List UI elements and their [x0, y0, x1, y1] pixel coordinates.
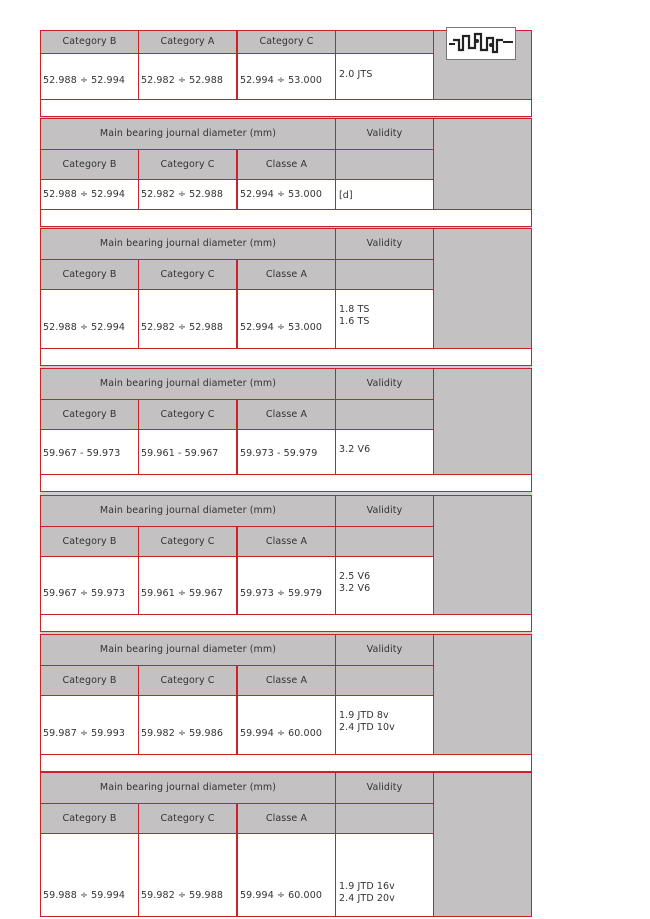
- validity-line: 1.6 TS: [339, 316, 370, 327]
- validity-empty-cell: [335, 259, 434, 290]
- category-header-1: Category B: [40, 665, 139, 696]
- image-column: [433, 118, 532, 210]
- category-header-1: Category B: [40, 30, 139, 54]
- diameter-header: Main bearing journal diameter (mm): [40, 772, 336, 804]
- validity-header: Validity: [335, 118, 434, 150]
- validity-cell: [335, 289, 434, 349]
- category-header-1: Category B: [40, 526, 139, 557]
- value-cell-3: 59.973 - 59.979: [237, 429, 336, 475]
- category-header-1: Category B: [40, 399, 139, 430]
- validity-header: Validity: [335, 634, 434, 666]
- row-spacer: [40, 614, 532, 632]
- value-cell-1: 59.988 ÷ 59.994: [40, 833, 139, 917]
- row-spacer: [40, 348, 532, 366]
- validity-empty-cell: [335, 149, 434, 180]
- validity-cell: [335, 695, 434, 755]
- validity-header: Validity: [335, 228, 434, 260]
- image-column: [433, 495, 532, 615]
- validity-line: 1.9 JTD 8v: [339, 710, 389, 721]
- row-spacer: [40, 754, 532, 772]
- value-cell-3: 59.994 ÷ 60.000: [237, 695, 336, 755]
- validity-empty-cell: [335, 399, 434, 430]
- validity-line: 1.9 JTD 16v: [339, 881, 395, 892]
- value-cell-2: 52.982 ÷ 52.988: [138, 53, 237, 100]
- value-cell-3: 59.994 ÷ 60.000: [237, 833, 336, 917]
- image-column: [433, 772, 532, 917]
- value-cell-2: 59.961 ÷ 59.967: [138, 556, 237, 615]
- validity-line: 3.2 V6: [339, 444, 371, 455]
- category-header-2: Category C: [138, 526, 237, 557]
- diameter-header: Main bearing journal diameter (mm): [40, 228, 336, 260]
- image-column: [433, 368, 532, 475]
- category-header-3: Classe A: [237, 803, 336, 834]
- value-cell-2: 52.982 ÷ 52.988: [138, 179, 237, 210]
- validity-cell: [335, 429, 434, 475]
- value-cell-3: 52.994 ÷ 53.000: [237, 179, 336, 210]
- category-header-2: Category A: [138, 30, 237, 54]
- value-cell-3: 52.994 ÷ 53.000: [237, 53, 336, 100]
- value-cell-2: 59.961 - 59.967: [138, 429, 237, 475]
- validity-header: Validity: [335, 368, 434, 400]
- validity-line: [d]: [339, 190, 353, 201]
- value-cell-2: 52.982 ÷ 52.988: [138, 289, 237, 349]
- validity-header: Validity: [335, 772, 434, 804]
- category-header-1: Category B: [40, 149, 139, 180]
- value-cell-1: 52.988 ÷ 52.994: [40, 289, 139, 349]
- value-cell-1: 59.987 ÷ 59.993: [40, 695, 139, 755]
- value-cell-3: 52.994 ÷ 53.000: [237, 289, 336, 349]
- row-spacer: [40, 474, 532, 492]
- validity-line: 1.8 TS: [339, 304, 370, 315]
- value-cell-2: 59.982 ÷ 59.986: [138, 695, 237, 755]
- diameter-header: Main bearing journal diameter (mm): [40, 634, 336, 666]
- row-spacer: [40, 99, 532, 117]
- validity-line: 2.5 V6: [339, 571, 371, 582]
- category-header-2: Category C: [138, 259, 237, 290]
- category-header-3: Classe A: [237, 665, 336, 696]
- diameter-header: Main bearing journal diameter (mm): [40, 495, 336, 527]
- category-header-3: Classe A: [237, 399, 336, 430]
- category-header-1: Category B: [40, 259, 139, 290]
- value-cell-1: 59.967 - 59.973: [40, 429, 139, 475]
- value-cell-3: 59.973 ÷ 59.979: [237, 556, 336, 615]
- validity-cell: [335, 833, 434, 917]
- category-header-2: Category C: [138, 149, 237, 180]
- value-cell-1: 52.988 ÷ 52.994: [40, 53, 139, 100]
- diameter-header: Main bearing journal diameter (mm): [40, 118, 336, 150]
- category-header-3: Category C: [237, 30, 336, 54]
- value-cell-2: 59.982 ÷ 59.988: [138, 833, 237, 917]
- category-header-3: Classe A: [237, 149, 336, 180]
- category-header-2: Category C: [138, 665, 237, 696]
- validity-empty-cell: [335, 803, 434, 834]
- row-spacer: [40, 209, 532, 227]
- validity-cell: [335, 556, 434, 615]
- validity-empty-cell: [335, 665, 434, 696]
- validity-empty-cell: [335, 526, 434, 557]
- validity-cell: [335, 179, 434, 210]
- validity-line: 2.4 JTD 10v: [339, 722, 395, 733]
- validity-line: 3.2 V6: [339, 583, 371, 594]
- validity-line: 2.4 JTD 20v: [339, 893, 395, 904]
- validity-header: Validity: [335, 495, 434, 527]
- category-header-3: Classe A: [237, 526, 336, 557]
- image-column: [433, 228, 532, 349]
- value-cell-1: 52.988 ÷ 52.994: [40, 179, 139, 210]
- validity-cell: [335, 53, 434, 100]
- image-column: [433, 634, 532, 755]
- category-header-3: Classe A: [237, 259, 336, 290]
- diameter-header: Main bearing journal diameter (mm): [40, 368, 336, 400]
- crankshaft-diagram-icon: [446, 27, 516, 60]
- value-cell-1: 59.967 ÷ 59.973: [40, 556, 139, 615]
- category-header-2: Category C: [138, 803, 237, 834]
- category-header-1: Category B: [40, 803, 139, 834]
- validity-line: 2.0 JTS: [339, 69, 373, 80]
- category-header-2: Category C: [138, 399, 237, 430]
- validity-empty-cell: [335, 30, 434, 54]
